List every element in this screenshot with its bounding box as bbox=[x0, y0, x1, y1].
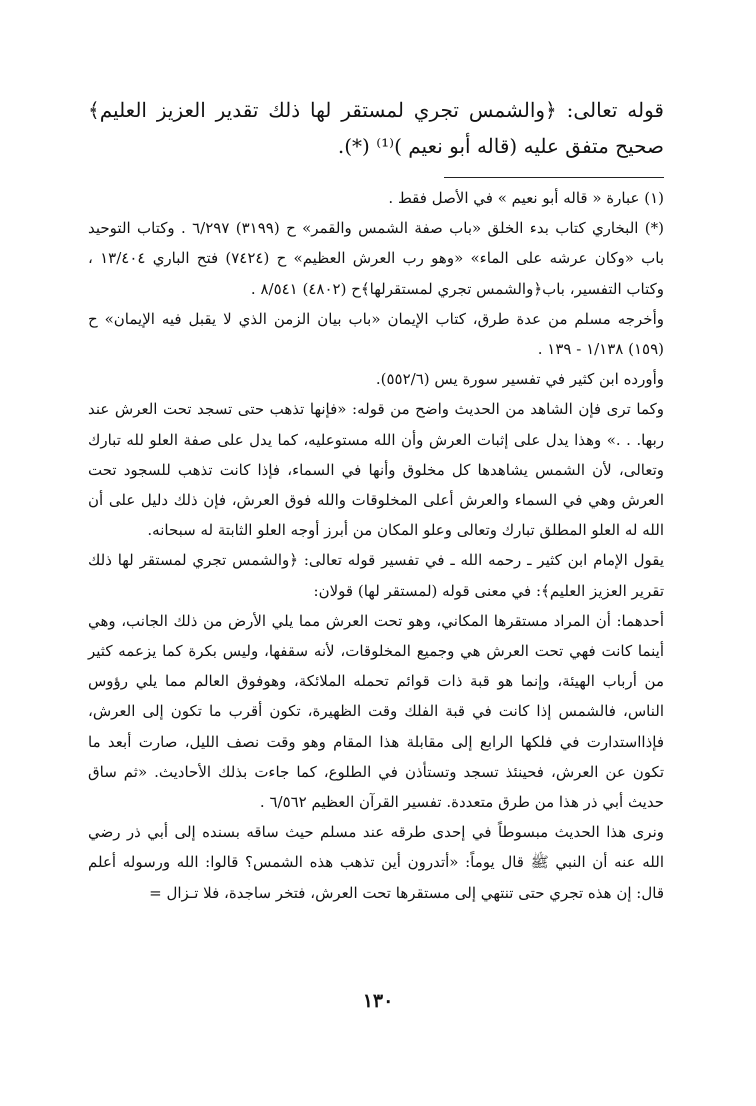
footnote-muslim-source: وأخرجه مسلم من عدة طرق، كتاب الإيمان «باب بيان الزمن الذي لا يقبل فيه الإيمان» ح (١٥٩) ١/١٣٨ - ١٣٩ . bbox=[88, 309, 664, 359]
footnote-commentary: وكما ترى فإن الشاهد من الحديث واضح من قوله: «فإنها تذهب حتى تسجد تحت العرش عند ربها. . .» وهذا يدل على إثبات العرش وأن الله مستوعليه، كما يدل على صفة العلو لله تبارك وتعالى، لأن الشمس يشاهدها كل مخلوق وأنها في السماء، فإذا كانت تذهب للسجود تحت العرش وهي في السماء والعرش أعلى المخلوقات والله فوق العرش، فإن ذلك دليل على أن الله له العلو المطلق تبارك وتعالى وعلو المكان من أبرز أوجه العلو الثابتة له سبحانه. bbox=[88, 400, 664, 540]
main-paragraph: قوله تعالى: ﴿والشمس تجري لمستقر لها ذلك تقدير العزيز العليم﴾ صحيح متفق عليه (قاله أبو نعيم )⁽¹⁾ (*). bbox=[88, 98, 664, 158]
main-text bbox=[88, 92, 664, 164]
footnote-star-sources: (*) البخاري كتاب بدء الخلق «باب صفة الشمس والقمر» ح (٣١٩٩) ٦/٢٩٧ . وكتاب التوحيد باب «وكان عرشه على الماء» «وهو رب العرش العظيم» ح (٧٤٢٤) فتح الباري ١٣/٤٠٤ ، وكتاب التفسير، باب﴿والشمس تجري لمستقرلها﴾ح (٤٨٠٢) ٨/٥٤١ . bbox=[88, 219, 665, 298]
footnote-1: (١) عبارة « قاله أبو نعيم » في الأصل فقط . bbox=[388, 189, 664, 207]
footnote-ibn-kathir-quote: يقول الإمام ابن كثير ـ رحمه الله ـ في تفسير قوله تعالى: ﴿والشمس تجري لمستقر لها ذلك تقرير العزيز العليم﴾: في معنى قوله (لمستقر لها) قولان: bbox=[88, 551, 664, 600]
footnote-hadith-narration: ونرى هذا الحديث مبسوطاً في إحدى طرقه عند مسلم حيث ساقه بسنده إلى أبي ذر رضي الله عنه أن النبي ﷺ قال يوماً: «أتدرون أين تذهب هذه الشمس؟ قالوا: الله ورسوله أعلم قال: إن هذه تجري حتى تنتهي إلى مستقرها تحت العرش، فتخر ساجدة، فلا تـزال = bbox=[88, 823, 664, 902]
footnotes bbox=[88, 183, 664, 908]
footnote-first-opinion: أحدهما: أن المراد مستقرها المكاني، وهو تحت العرش مما يلي الأرض من ذلك الجانب، وهي أينما كانت فهي تحت العرش هي وجميع المخلوقات، لأنه سقفها، وليس بكرة كما يزعمه كثير من أرباب الهيئة، وإنما هو قبة ذات قوائم تحمله الملائكة، وهوفوق العالم مما يلي رؤوس الناس، فالشمس إذا كانت في قبة الفلك وقت الظهيرة، تكون أقرب ما تكون إلى العرش، فإذااستدارت في فلكها الرابع إلى مقابلة هذا المقام وهو وقت نصف الليل، صارت أبعد ما تكون عن العرش، فحينئذ تسجد وتستأذن في الطلوع، كما جاءت بذلك الأحاديث. «ثم ساق حديث أبي ذر هذا من طرق متعددة. تفسير القرآن العظيم ٦/٥٦٢ . bbox=[88, 611, 664, 812]
page-number: ١٣٠ bbox=[362, 990, 394, 1012]
footnote-divider bbox=[444, 177, 664, 178]
footnote-ibn-kathir-source: وأورده ابن كثير في تفسير سورة يس (٥٥٢/٦). bbox=[375, 370, 664, 389]
